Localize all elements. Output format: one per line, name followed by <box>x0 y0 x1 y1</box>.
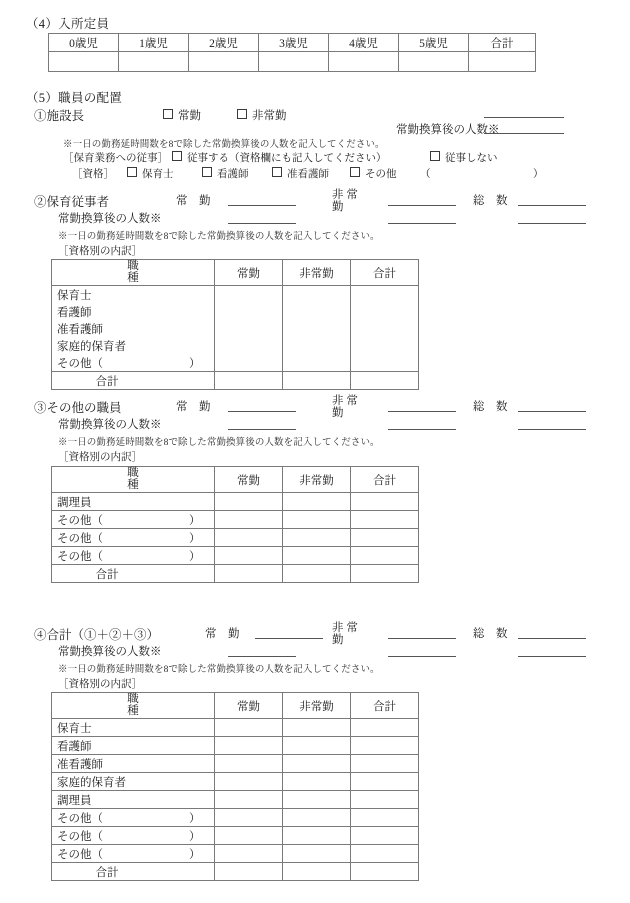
item-4-breakdown-table <box>51 692 419 881</box>
row-nonregular-value[interactable] <box>283 337 351 354</box>
row-job-other-close: ） <box>189 550 201 563</box>
item-1-qualification-other-open: （ <box>420 169 431 180</box>
row-regular-value[interactable] <box>215 773 283 791</box>
checkbox-icon[interactable] <box>237 109 247 119</box>
total-nonregular-value[interactable] <box>283 863 351 881</box>
header-job-line2: 種 <box>127 478 139 491</box>
row-total-value[interactable] <box>351 511 419 529</box>
total-regular-value[interactable] <box>215 565 283 583</box>
row-job-label: 家庭的保育者 <box>52 773 215 791</box>
total-regular-value[interactable] <box>215 863 283 881</box>
header-regular: 常勤 <box>215 467 283 493</box>
row-job-other-open: その他（ <box>57 848 103 861</box>
row-regular-value[interactable] <box>215 719 283 737</box>
header-total: 合計 <box>351 693 419 719</box>
item-1-qualification-other-label: その他 <box>365 169 397 180</box>
item-4-regular-rule[interactable] <box>255 638 323 639</box>
row-job-other-open: その他（ <box>57 550 103 563</box>
item-2-nonregular-rule[interactable] <box>388 205 456 206</box>
item-3-nonregular-rule[interactable] <box>388 411 456 412</box>
row-total-value[interactable] <box>351 791 419 809</box>
checkbox-icon[interactable] <box>127 167 137 177</box>
total-total-value[interactable] <box>351 863 419 881</box>
item-1-fte-label: 常勤換算後の人数※ <box>396 124 500 136</box>
item-1-option-nonregular[interactable] <box>237 107 287 123</box>
header-regular: 常勤 <box>215 693 283 719</box>
header-total: 合計 <box>351 260 419 286</box>
checkbox-icon[interactable] <box>172 151 182 161</box>
table-row <box>52 337 419 354</box>
row-total-value[interactable] <box>351 303 419 320</box>
capacity-value-age4[interactable] <box>329 52 399 72</box>
checkbox-icon[interactable] <box>163 109 173 119</box>
item-1-qualification-other-close: ） <box>533 169 544 180</box>
row-regular-value[interactable] <box>215 337 283 354</box>
row-job-label: 看護師 <box>52 303 215 320</box>
checkbox-icon[interactable] <box>430 151 440 161</box>
header-job-line1: 職 <box>127 260 139 272</box>
checkbox-icon[interactable] <box>272 167 282 177</box>
row-total-value[interactable] <box>351 809 419 827</box>
header-job-type <box>52 467 215 493</box>
table-row <box>52 354 419 372</box>
item-1-qualification-kangoshi-label: 看護師 <box>217 169 249 180</box>
item-1-qualification-label: ［資格］ <box>72 169 114 180</box>
row-job-other-close: ） <box>189 514 201 527</box>
header-regular: 常勤 <box>215 260 283 286</box>
header-job-line2: 種 <box>127 271 139 284</box>
row-nonregular-value[interactable] <box>283 354 351 372</box>
header-job-line1: 職 <box>127 693 139 705</box>
capacity-col-total: 合計 <box>469 34 536 52</box>
item-4-nonregular-label <box>332 623 358 646</box>
total-row-label: 合計 <box>52 372 215 390</box>
row-regular-value[interactable] <box>215 354 283 372</box>
row-total-value[interactable] <box>351 354 419 372</box>
item-1-label: ①施設長 <box>34 109 85 123</box>
capacity-value-age1[interactable] <box>119 52 189 72</box>
header-job-type <box>52 693 215 719</box>
item-3-nonregular-label <box>332 396 358 419</box>
item-4-fte-label: 常勤換算後の人数※ <box>58 646 162 658</box>
row-total-value[interactable] <box>351 719 419 737</box>
table-row <box>52 303 419 320</box>
row-nonregular-value[interactable] <box>283 286 351 304</box>
row-total-value[interactable] <box>351 755 419 773</box>
row-job-other-open: その他（ <box>57 812 103 825</box>
table-row <box>52 320 419 337</box>
total-nonregular-value[interactable] <box>283 565 351 583</box>
capacity-col-age5: 5歳児 <box>399 34 469 52</box>
item-2-total-rule[interactable] <box>518 205 586 206</box>
row-regular-value[interactable] <box>215 320 283 337</box>
item-1-option-nonregular-label: 非常勤 <box>252 110 287 122</box>
total-total-value[interactable] <box>351 565 419 583</box>
row-total-value[interactable] <box>351 773 419 791</box>
table-header-row <box>52 467 419 493</box>
row-regular-value[interactable] <box>215 845 283 863</box>
item-2-nonregular-label <box>332 190 358 213</box>
item-1-duty-option-yes-label: 従事する（資格欄にも記入してください） <box>187 153 387 164</box>
row-job-label: 調理員 <box>52 493 215 511</box>
item-4-nonregular-rule[interactable] <box>388 638 456 639</box>
row-total-value[interactable] <box>351 493 419 511</box>
row-nonregular-value[interactable] <box>283 303 351 320</box>
row-regular-value[interactable] <box>215 547 283 565</box>
item-1-qualification-hoikushi[interactable] <box>127 166 174 181</box>
header-total: 合計 <box>351 467 419 493</box>
row-job-other-close: ） <box>189 848 201 861</box>
row-regular-value[interactable] <box>215 493 283 511</box>
capacity-value-total[interactable] <box>469 52 536 72</box>
item-3-nonregular-label-line2: 勤 <box>332 406 344 419</box>
row-nonregular-value[interactable] <box>283 737 351 755</box>
capacity-value-age5[interactable] <box>399 52 469 72</box>
item-1-fte-rule[interactable] <box>484 133 564 134</box>
item-3-total-rule[interactable] <box>518 411 586 412</box>
item-1-qualification-junkangoshi-label: 准看護師 <box>287 169 329 180</box>
row-total-value[interactable] <box>351 737 419 755</box>
item-4-label: ④合計（①＋②＋③） <box>34 628 160 642</box>
item-4-fte-regular-rule[interactable] <box>228 656 296 657</box>
item-4-nonregular-label-line2: 勤 <box>332 633 344 646</box>
item-1-qualification-hoikushi-label: 保育士 <box>142 169 174 180</box>
table-row <box>52 755 419 773</box>
row-job-other-close: ） <box>189 812 201 825</box>
item-3-note: ※一日の勤務延時間数を8で除した常勤換算後の人数を記入してください。 <box>58 438 380 448</box>
row-job-other-close: ） <box>189 532 201 545</box>
row-total-value[interactable] <box>351 827 419 845</box>
item-3-fte-total-rule[interactable] <box>518 429 586 430</box>
table-row <box>52 511 419 529</box>
capacity-value-age2[interactable] <box>189 52 259 72</box>
table-row <box>52 547 419 565</box>
table-row <box>52 809 419 827</box>
item-3-label: ③その他の職員 <box>34 401 122 415</box>
row-job-other-open: その他（ <box>57 532 103 545</box>
capacity-value-age0[interactable] <box>49 52 119 72</box>
item-2-regular-rule[interactable] <box>228 205 296 206</box>
capacity-col-age3: 3歳児 <box>259 34 329 52</box>
item-2-nonregular-label-line2: 勤 <box>332 200 344 213</box>
row-regular-value[interactable] <box>215 511 283 529</box>
row-total-value[interactable] <box>351 337 419 354</box>
table-row <box>52 827 419 845</box>
row-nonregular-value[interactable] <box>283 547 351 565</box>
table-row <box>52 529 419 547</box>
row-regular-value[interactable] <box>215 737 283 755</box>
row-job-label: 調理員 <box>52 791 215 809</box>
row-job-label: 保育士 <box>52 286 215 304</box>
table-total-row <box>52 372 419 390</box>
item-3-total-label: 総 数 <box>473 401 508 413</box>
row-nonregular-value[interactable] <box>283 791 351 809</box>
row-nonregular-value[interactable] <box>283 845 351 863</box>
item-3-nonregular-label-line1: 非 常 <box>332 395 358 407</box>
item-2-note: ※一日の勤務延時間数を8で除した常勤換算後の人数を記入してください。 <box>58 232 380 242</box>
row-nonregular-value[interactable] <box>283 719 351 737</box>
row-job-label-other <box>52 511 215 529</box>
header-job-line1: 職 <box>127 467 139 479</box>
table-row <box>52 845 419 863</box>
header-nonregular: 非常勤 <box>283 693 351 719</box>
row-job-label-other <box>52 354 215 372</box>
table-row <box>52 791 419 809</box>
total-row-label: 合計 <box>52 863 215 881</box>
row-total-value[interactable] <box>351 286 419 304</box>
total-nonregular-value[interactable] <box>283 372 351 390</box>
capacity-col-age4: 4歳児 <box>329 34 399 52</box>
item-4-total-rule[interactable] <box>518 638 586 639</box>
item-2-fte-label: 常勤換算後の人数※ <box>58 213 162 225</box>
item-2-regular-label: 常 勤 <box>176 195 211 207</box>
table-row <box>52 773 419 791</box>
item-4-breakdown-label: ［資格別の内訳］ <box>58 679 142 690</box>
item-3-breakdown-table <box>51 466 419 583</box>
section-4-heading: （4）入所定員 <box>26 17 110 31</box>
row-job-label: 准看護師 <box>52 320 215 337</box>
item-3-fte-nonregular-rule[interactable] <box>388 429 456 430</box>
row-regular-value[interactable] <box>215 303 283 320</box>
row-job-label: 看護師 <box>52 737 215 755</box>
row-job-other-close: ） <box>189 357 201 370</box>
row-regular-value[interactable] <box>215 755 283 773</box>
item-1-option-regular-label: 常勤 <box>178 110 201 122</box>
item-1-option-regular[interactable] <box>163 107 201 123</box>
row-nonregular-value[interactable] <box>283 511 351 529</box>
row-regular-value[interactable] <box>215 529 283 547</box>
total-row-label: 合計 <box>52 565 215 583</box>
table-total-row <box>52 565 419 583</box>
capacity-value-row <box>49 52 536 72</box>
row-nonregular-value[interactable] <box>283 755 351 773</box>
row-total-value[interactable] <box>351 845 419 863</box>
total-regular-value[interactable] <box>215 372 283 390</box>
item-4-fte-nonregular-rule[interactable] <box>388 656 456 657</box>
item-4-total-label: 総 数 <box>473 628 508 640</box>
checkbox-icon[interactable] <box>350 167 360 177</box>
item-2-label: ②保育従事者 <box>34 195 110 209</box>
table-row <box>52 286 419 304</box>
row-job-other-open: その他（ <box>57 830 103 843</box>
item-4-fte-total-rule[interactable] <box>518 656 586 657</box>
row-regular-value[interactable] <box>215 809 283 827</box>
row-job-label: 准看護師 <box>52 755 215 773</box>
header-nonregular: 非常勤 <box>283 467 351 493</box>
item-2-fte-regular-rule[interactable] <box>228 223 296 224</box>
item-1-qualification-kangoshi[interactable] <box>202 166 249 181</box>
item-3-fte-label: 常勤換算後の人数※ <box>58 419 162 431</box>
item-2-total-label: 総 数 <box>473 195 508 207</box>
capacity-header-row <box>49 34 536 52</box>
table-total-row <box>52 863 419 881</box>
item-1-qualification-junkangoshi[interactable] <box>272 166 329 181</box>
capacity-col-age1: 1歳児 <box>119 34 189 52</box>
row-nonregular-value[interactable] <box>283 320 351 337</box>
item-4-note: ※一日の勤務延時間数を8で除した常勤換算後の人数を記入してください。 <box>58 665 380 675</box>
row-job-label: 家庭的保育者 <box>52 337 215 354</box>
header-job-line2: 種 <box>127 704 139 717</box>
capacity-value-age3[interactable] <box>259 52 329 72</box>
table-header-row <box>52 693 419 719</box>
item-1-qualification-other[interactable] <box>350 166 397 181</box>
row-job-label-other <box>52 529 215 547</box>
item-1-note: ※一日の勤務延時間数を8で除した常勤換算後の人数を記入してください。 <box>63 140 385 150</box>
row-job-other-open: その他（ <box>57 514 103 527</box>
item-2-fte-total-rule[interactable] <box>518 223 586 224</box>
row-job-other-close: ） <box>189 830 201 843</box>
item-1-duty-option-no[interactable] <box>430 150 498 165</box>
row-regular-value[interactable] <box>215 286 283 304</box>
row-job-label-other <box>52 809 215 827</box>
item-1-count-rule[interactable] <box>484 117 564 118</box>
item-1-duty-option-no-label: 従事しない <box>445 153 498 164</box>
row-job-label-other <box>52 827 215 845</box>
item-2-breakdown-table <box>51 259 419 390</box>
row-nonregular-value[interactable] <box>283 773 351 791</box>
item-2-fte-nonregular-rule[interactable] <box>388 223 456 224</box>
item-3-fte-regular-rule[interactable] <box>228 429 296 430</box>
row-regular-value[interactable] <box>215 791 283 809</box>
section-5-heading: （5）職員の配置 <box>26 91 123 105</box>
header-job-type <box>52 260 215 286</box>
item-3-regular-label: 常 勤 <box>176 401 211 413</box>
row-total-value[interactable] <box>351 320 419 337</box>
row-job-label: 保育士 <box>52 719 215 737</box>
header-nonregular: 非常勤 <box>283 260 351 286</box>
capacity-table <box>48 33 536 72</box>
table-row <box>52 493 419 511</box>
capacity-col-age2: 2歳児 <box>189 34 259 52</box>
item-1-duty-label: ［保育業務への従事］ <box>63 153 168 164</box>
item-4-regular-label: 常 勤 <box>205 628 240 640</box>
item-3-breakdown-label: ［資格別の内訳］ <box>58 452 142 463</box>
row-regular-value[interactable] <box>215 827 283 845</box>
table-row <box>52 737 419 755</box>
row-job-label-other <box>52 845 215 863</box>
item-2-breakdown-label: ［資格別の内訳］ <box>58 246 142 257</box>
row-nonregular-value[interactable] <box>283 529 351 547</box>
item-2-nonregular-label-line1: 非 常 <box>332 189 358 201</box>
table-row <box>52 719 419 737</box>
row-total-value[interactable] <box>351 547 419 565</box>
row-job-label-other <box>52 547 215 565</box>
capacity-col-age0: 0歳児 <box>49 34 119 52</box>
row-nonregular-value[interactable] <box>283 809 351 827</box>
checkbox-icon[interactable] <box>202 167 212 177</box>
row-job-other-open: その他（ <box>57 357 103 370</box>
table-header-row <box>52 260 419 286</box>
row-nonregular-value[interactable] <box>283 827 351 845</box>
item-3-regular-rule[interactable] <box>228 411 296 412</box>
item-4-nonregular-label-line1: 非 常 <box>332 622 358 634</box>
total-total-value[interactable] <box>351 372 419 390</box>
row-total-value[interactable] <box>351 529 419 547</box>
row-nonregular-value[interactable] <box>283 493 351 511</box>
item-1-duty-option-yes[interactable] <box>172 150 387 165</box>
